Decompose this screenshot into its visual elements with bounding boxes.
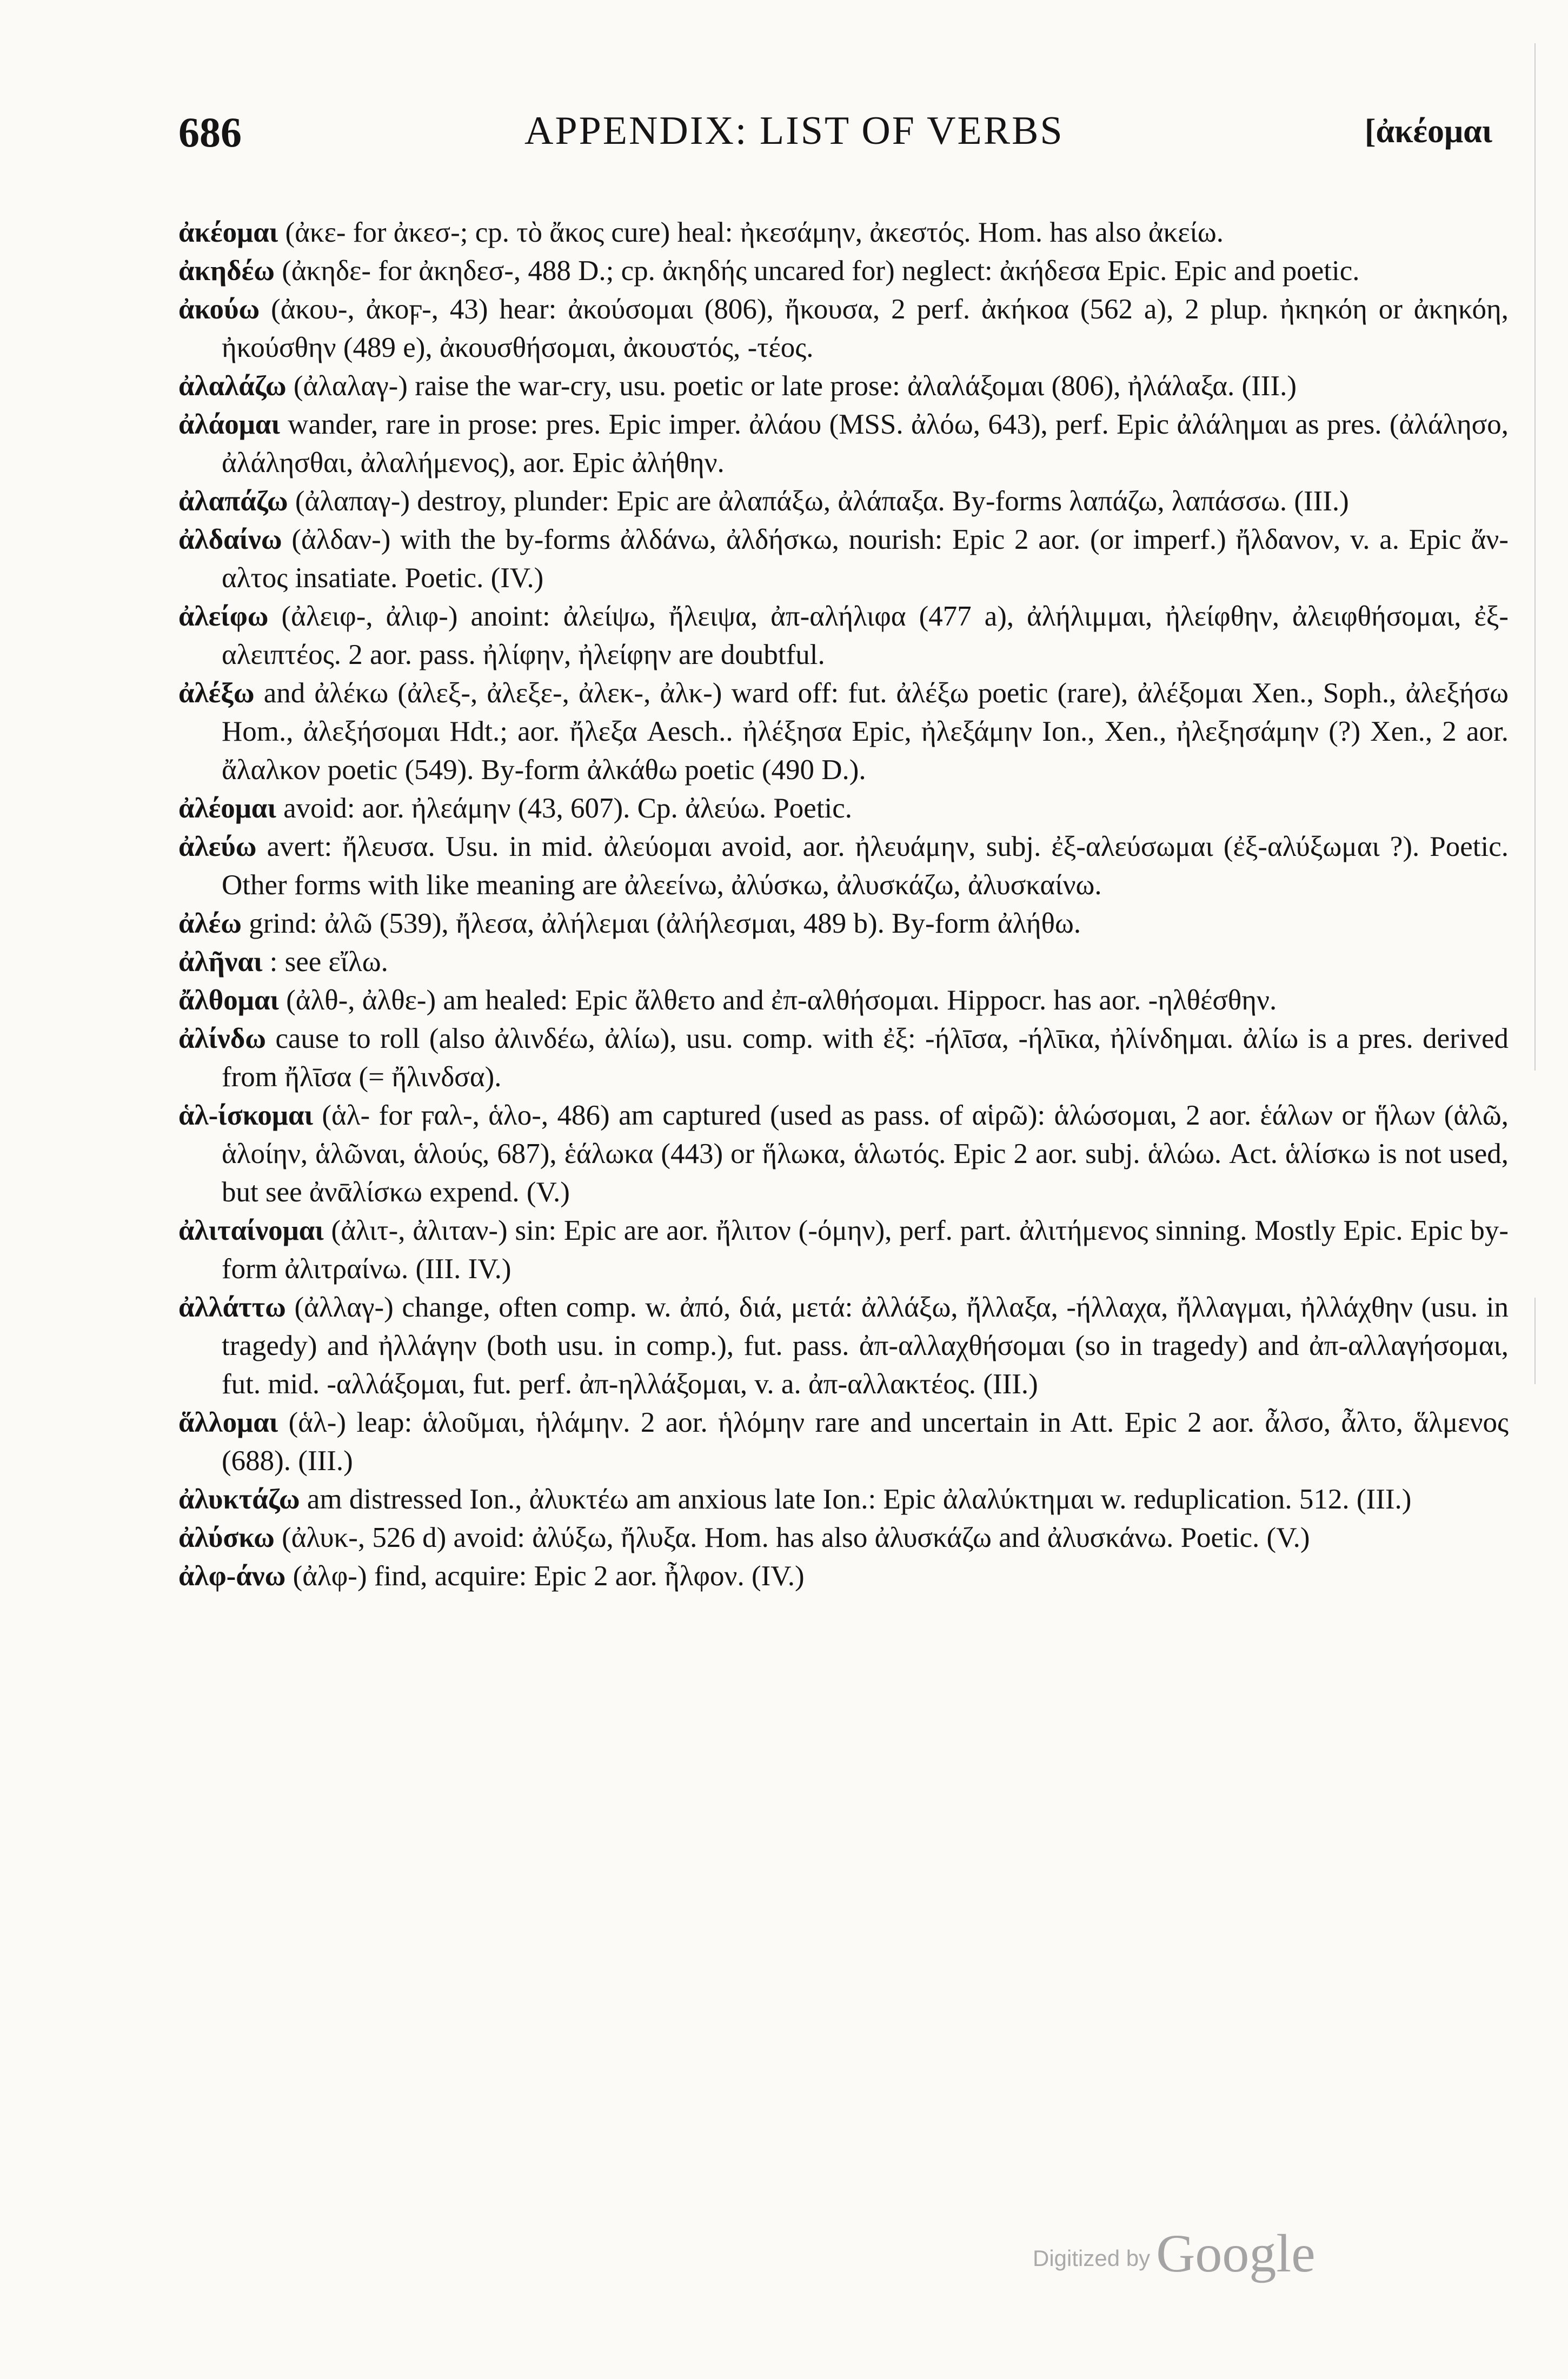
verb-lemma: ἀλδαίνω <box>178 524 282 555</box>
verb-definition: (ἀλειφ-, ἀλιφ-) anoint: ἀλείψω, ἤλειψα, ἀπ-αλήλιφα (477 a), ἀλήλιμμαι, ἠλείφθην, ἀλειφθήσομαι, ἐξ-αλειπτέος. 2 aor. pass. ἠλίφην, ἠλείφην are doubtful. <box>222 601 1509 670</box>
verb-entry <box>178 367 1509 406</box>
verb-lemma: ἄλθομαι <box>178 985 279 1016</box>
verb-lemma: ἀλέξω <box>178 677 255 709</box>
verb-lemma: ἀλλάττω <box>178 1292 286 1323</box>
verb-definition: (ἀλιτ-, ἀλιταν-) sin: Epic are aor. ἤλιτον (-όμην), perf. part. ἀλιτήμενος sinning. Mostly Epic. Epic by-form ἀλιτραίνω. (III. IV.) <box>222 1215 1509 1285</box>
verb-entry <box>178 1020 1509 1097</box>
digitization-watermark <box>1033 2222 1315 2284</box>
verb-lemma: ἅλλομαι <box>178 1407 278 1438</box>
verb-definition: (ἀλφ-) find, acquire: Epic 2 aor. ἦλφον. (IV.) <box>293 1560 805 1592</box>
verb-definition: grind: ἀλῶ (539), ἤλεσα, ἀλήλεμαι (ἀλήλεσμαι, 489 b). By-form ἀλήθω. <box>249 908 1081 939</box>
verb-entry <box>178 597 1509 674</box>
verb-lemma: ἀλέω <box>178 908 242 939</box>
verb-entry <box>178 1212 1509 1288</box>
verb-lemma: ἀλαπάζω <box>178 486 288 517</box>
verb-definition: (ἀλθ-, ἀλθε-) am healed: Epic ἄλθετο and ἐπ-αλθήσομαι. Hippocr. has aor. -ηλθέσθην. <box>286 985 1277 1016</box>
verb-entry <box>178 789 1509 828</box>
verb-entry <box>178 482 1509 521</box>
verb-lemma: ἀλύσκω <box>178 1522 275 1553</box>
verb-definition: (ἀλυκ-, 526 d) avoid: ἀλύξω, ἤλυξα. Hom. has also ἀλυσκάζω and ἀλυσκάνω. Poetic. (V.) <box>282 1522 1310 1553</box>
verb-entry <box>178 1557 1509 1596</box>
verb-entry <box>178 214 1509 252</box>
running-header <box>178 108 1492 173</box>
verb-definition: (ἀλαλαγ-) raise the war-cry, usu. poetic or late prose: ἀλαλάξομαι (806), ἠλάλαξα. (III.) <box>293 370 1297 402</box>
verb-definition: avoid: aor. ἠλεάμην (43, 607). Cp. ἀλεύω. Poetic. <box>283 793 853 824</box>
verb-lemma: ἀλῆναι <box>178 946 263 978</box>
verb-definition: (ἀκηδε- for ἀκηδεσ-, 488 D.; cp. ἀκηδής uncared for) neglect: ἀκήδεσα Epic. Epic and poetic. <box>282 255 1360 287</box>
verb-lemma: ἀκέομαι <box>178 217 278 248</box>
verb-definition: (ἀλαπαγ-) destroy, plunder: Epic are ἀλαπάξω, ἀλάπαξα. By-forms λαπάζω, λαπάσσω. (III.) <box>295 486 1349 517</box>
verb-entry <box>178 1519 1509 1557</box>
verb-lemma: ἀλεύω <box>178 831 257 862</box>
verb-definition: (ἀκε- for ἀκεσ-; cp. τὸ ἄκος cure) heal: ἠκεσάμην, ἀκεστός. Hom. has also ἀκείω. <box>285 217 1224 248</box>
verb-list <box>178 214 1509 1596</box>
verb-entry <box>178 674 1509 789</box>
verb-lemma: ἀλιταίνομαι <box>178 1215 324 1246</box>
verb-entry <box>178 1097 1509 1212</box>
google-wordmark: Google <box>1156 2223 1315 2283</box>
page-edge-shadow <box>1534 1298 1536 1384</box>
page-edge-shadow <box>1534 43 1536 1071</box>
verb-definition: cause to roll (also ἀλινδέω, ἀλίω), usu. comp. with ἐξ: -ήλῑσα, -ήλῑκα, ἠλίνδημαι. ἀλίω is a pres. derived from ἤλῑσα (= ἤλινδσα). <box>222 1023 1509 1093</box>
verb-lemma: ἁλ-ίσκομαι <box>178 1100 313 1131</box>
verb-lemma: ἀκούω <box>178 294 260 325</box>
verb-entry <box>178 1288 1509 1404</box>
verb-entry <box>178 828 1509 905</box>
verb-entry <box>178 943 1509 981</box>
verb-definition: (ἀλλαγ-) change, often comp. w. ἀπό, διά, μετά: ἀλλάξω, ἤλλαξα, -ήλλαχα, ἤλλαγμαι, ἠλλάχθην (usu. in tragedy) and ἠλλάγην (both usu. in comp.), fut. pass. ἀπ-αλλαχθήσομαι (so in tragedy) and ἀπ-αλλαγήσομαι, fut. mid. -αλλάξομαι, fut. perf. ἀπ-ηλλάξομαι, v. a. ἀπ-αλλακτέος. (III.) <box>222 1292 1509 1400</box>
verb-entry <box>178 290 1509 367</box>
verb-entry <box>178 1480 1509 1519</box>
verb-lemma: ἀλείφω <box>178 601 269 632</box>
page-title: APPENDIX: LIST OF VERBS <box>524 109 1064 153</box>
verb-definition: wander, rare in prose: pres. Epic imper. ἀλάου (MSS. ἀλόω, 643), perf. Epic ἀλάλημαι as pres. (ἀλάλησο, ἀλάλησθαι, ἀλαλήμενος), aor. Epic ἀλήθην. <box>222 409 1509 479</box>
verb-lemma: ἀλίνδω <box>178 1023 266 1054</box>
verb-lemma: ἀλαλάζω <box>178 370 287 402</box>
verb-entry <box>178 521 1509 597</box>
verb-entry <box>178 406 1509 482</box>
verb-entry <box>178 1404 1509 1480</box>
page-number: 686 <box>178 109 242 156</box>
verb-definition: and ἀλέκω (ἀλεξ-, ἀλεξε-, ἀλεκ-, ἀλκ-) ward off: fut. ἀλέξω poetic (rare), ἀλέξομαι Xen., Soph., ἀλεξήσω Hom., ἀλεξήσομαι Hdt.; aor. ἤλεξα Aesch.. ἠλέξησα Epic, ἠλεξάμην Ion., Xen., ἠλεξησάμην (?) Xen., 2 aor. ἄλαλκον poetic (549). By-form ἀλκάθω poetic (490 D.). <box>222 677 1509 786</box>
verb-definition: (ἀλδαν-) with the by-forms ἀλδάνω, ἀλδήσκω, nourish: Epic 2 aor. (or imperf.) ἤλδανον, v. a. Epic ἄν-αλτος insatiate. Poetic. (IV.) <box>222 524 1509 594</box>
verb-lemma: ἀκηδέω <box>178 255 275 287</box>
verb-entry <box>178 252 1509 290</box>
verb-definition: (ἁλ- for ϝαλ-, ἁλο-, 486) am captured (used as pass. of αἱρῶ): ἁλώσομαι, 2 aor. ἑάλων or ἥλων (ἁλῶ, ἁλοίην, ἁλῶναι, ἁλούς, 687), ἑάλωκα (443) or ἥλωκα, ἁλωτός. Epic 2 aor. subj. ἁλώω. Act. ἁλίσκω is not used, but see ἀνᾱλίσκω expend. (V.) <box>222 1100 1509 1208</box>
verb-definition: am distressed Ion., ἀλυκτέω am anxious late Ion.: Epic ἀλαλύκτημαι w. reduplication. 512. (III.) <box>307 1484 1412 1515</box>
verb-lemma: ἀλφ-άνω <box>178 1560 286 1592</box>
verb-lemma: ἀλυκτάζω <box>178 1484 300 1515</box>
verb-definition: : see εἴλω. <box>269 946 388 978</box>
verb-definition: (ἁλ-) leap: ἁλοῦμαι, ἡλάμην. 2 aor. ἡλόμην rare and uncertain in Att. Epic 2 aor. ἆλσο, ἆλτο, ἅλμενος (688). (III.) <box>222 1407 1509 1477</box>
verb-definition: avert: ἤλευσα. Usu. in mid. ἀλεύομαι avoid, aor. ἠλευάμην, subj. ἐξ-αλεύσωμαι (ἐξ-αλύξωμαι ?). Poetic. Other forms with like meaning are ἀλεείνω, ἀλύσκω, ἀλυσκάζω, ἀλυσκαίνω. <box>222 831 1509 901</box>
verb-entry <box>178 981 1509 1020</box>
verb-lemma: ἀλάομαι <box>178 409 280 440</box>
verb-definition: (ἀκου-, ἀκοϝ-, 43) hear: ἀκούσομαι (806), ἤκουσα, 2 perf. ἀκήκοα (562 a), 2 plup. ἠκηκόη or ἀκηκόη, ἠκούσθην (489 e), ἀκουσθήσομαι, ἀκουστός, -τέος. <box>222 294 1509 363</box>
verb-entry <box>178 905 1509 943</box>
verb-lemma: ἀλέομαι <box>178 793 276 824</box>
running-headword: [ἀκέομαι <box>1364 113 1492 150</box>
digitized-by-label: Digitized by <box>1033 2245 1151 2271</box>
